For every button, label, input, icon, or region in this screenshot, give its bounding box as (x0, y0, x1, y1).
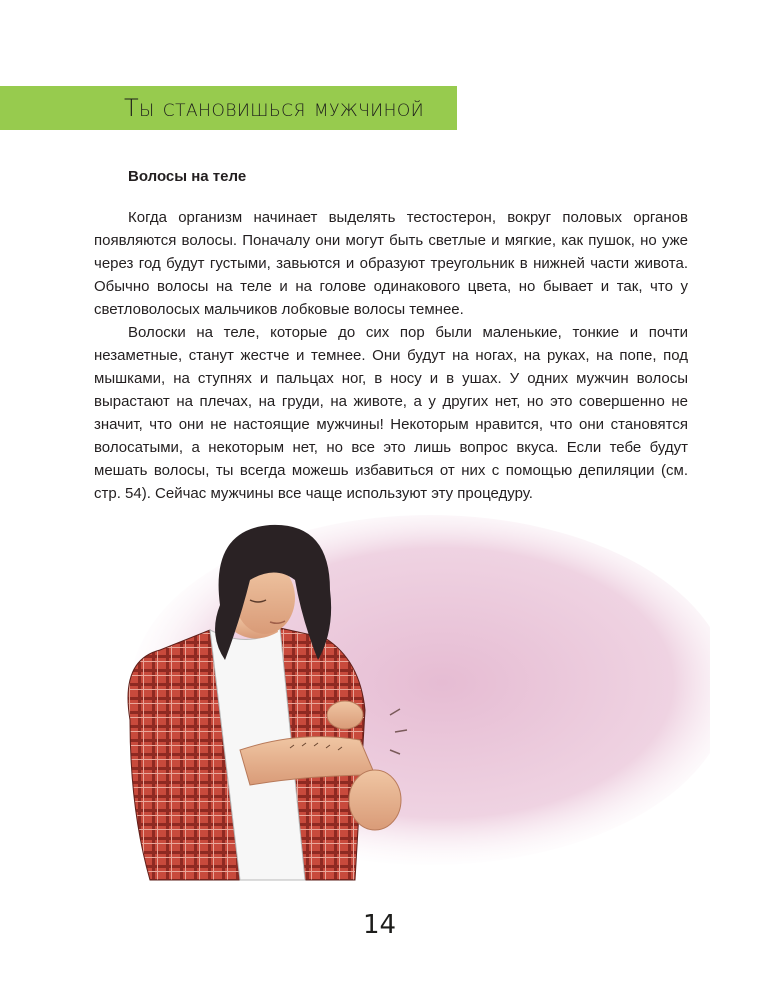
paragraph-2: Волоски на теле, которые до сих пор были маленькие, тонкие и почти незаметные, станут жестче и темнее. Они будут на ногах, на руках, на попе, под мышками, на ступнях и пальцах ног, в носу и в ушах. У одних мужчин волосы вырастают на плечах, на груди, на животе, а у других нет, но это совершенно не значит, что они не настоящие мужчины! Некоторым нравится, что они становятся волосатыми, а некоторым нет, но все это лишь вопрос вкуса. Если тебе будут мешать волосы, ты всегда можешь избавиться от них с помощью депиляции (см. стр. 54). Сейчас мужчины все чаще используют эту процедуру. (94, 324, 688, 502)
page-number: 14 (362, 910, 397, 940)
fist (349, 770, 401, 830)
body-text (94, 206, 688, 505)
chapter-title: Ты становишься мужчиной (124, 94, 425, 122)
paragraph-1: Когда организм начинает выделять тестостерон, вокруг половых органов появляются волосы. Поначалу они могут быть светлые и мягкие, как пушок, но уже через год будут густыми, завьются и образуют треугольник в нижней части живота. Обычно волосы на теле и на голове одинакового цвета, но бывает и так, что у светловолосых мальчиков лобковые волосы темнее. (94, 209, 688, 318)
boy-illustration (90, 510, 710, 888)
section-heading: Волосы на теле (128, 168, 247, 185)
